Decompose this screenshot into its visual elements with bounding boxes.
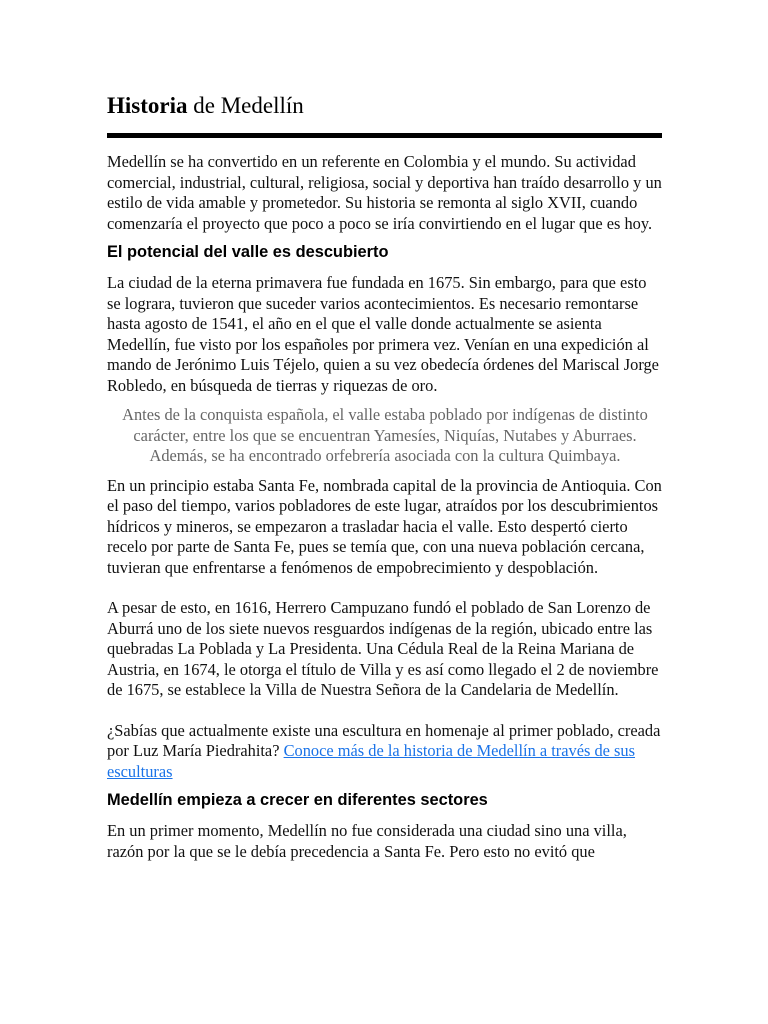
- paragraph-fundacion: La ciudad de la eterna primavera fue fundada en 1675. Sin embargo, para que esto se lograra, tuvieron que suceder varios acontecimientos. Es necesario remontarse hasta agosto de 1541, el año en el que el valle donde actualmente se asienta Medellín, fue visto por los españoles por primera vez. Venían en una expedición al mando de Jerónimo Luis Téjelo, quien a su vez obedecía órdenes del Mariscal Jorge Robledo, en búsqueda de tierras y riquezas de oro.: [107, 273, 659, 395]
- esculturas-link[interactable]: Conoce más de la historia de Medellín a través de sus esculturas: [107, 741, 635, 781]
- page-title: [107, 92, 661, 120]
- intro-paragraph: Medellín se ha convertido en un referente en Colombia y el mundo. Su actividad comercial, industrial, cultural, religiosa, social y deportiva han traído desarrollo y un estilo de vida amable y prometedor. Su historia se remonta al siglo XVII, cuando comenzaría el proyecto que poco a poco se iría convirtiendo en el lugar que es hoy.: [107, 152, 662, 233]
- title-bold: Historia: [107, 93, 188, 118]
- title-rest: de Medellín: [187, 93, 304, 118]
- title-divider: [107, 133, 662, 138]
- section-heading-crecer: Medellín empieza a crecer en diferentes sectores: [107, 791, 488, 809]
- paragraph-campuzano: A pesar de esto, en 1616, Herrero Campuzano fundó el poblado de San Lorenzo de Aburrá uno de los siete nuevos resguardos indígenas de la región, ubicado entre las quebradas La Poblada y La Presidenta. Una Cédula Real de la Reina Mariana de Austria, en 1674, le otorga el título de Villa y es así como llegado el 2 de noviembre de 1675, se establece la Villa de Nuestra Señora de la Candelaria de Medellín.: [107, 598, 659, 699]
- paragraph-villa: En un primer momento, Medellín no fue considerada una ciudad sino una villa, razón por la que se le debía precedencia a Santa Fe. Pero esto no evitó que: [107, 821, 627, 861]
- paragraph-santa-fe: En un principio estaba Santa Fe, nombrada capital de la provincia de Antioquia. Con el paso del tiempo, varios pobladores de este lugar, atraídos por los descubrimientos hídricos y mineros, se empezaron a trasladar hacia el valle. Esto despertó cierto recelo por parte de Santa Fe, pues se temía que, con una nueva población cercana, tuvieran que enfrentarse a fenómenos de empobrecimiento y despoblación.: [107, 475, 662, 577]
- highlight-quote: Antes de la conquista española, el valle estaba poblado por indígenas de distinto carácter, entre los que se encuentran Yamesíes, Niquías, Nutabes y Aburraes. Además, se ha encontrado orfebrería asociada con la cultura Quimbaya.: [122, 405, 648, 465]
- section-heading-valle: El potencial del valle es descubierto: [107, 243, 389, 261]
- paragraph-escultura: [107, 721, 663, 783]
- escultura-text: ¿Sabías que actualmente existe una escultura en homenaje al primer poblado, creada por Luz María Piedrahita?: [107, 720, 661, 760]
